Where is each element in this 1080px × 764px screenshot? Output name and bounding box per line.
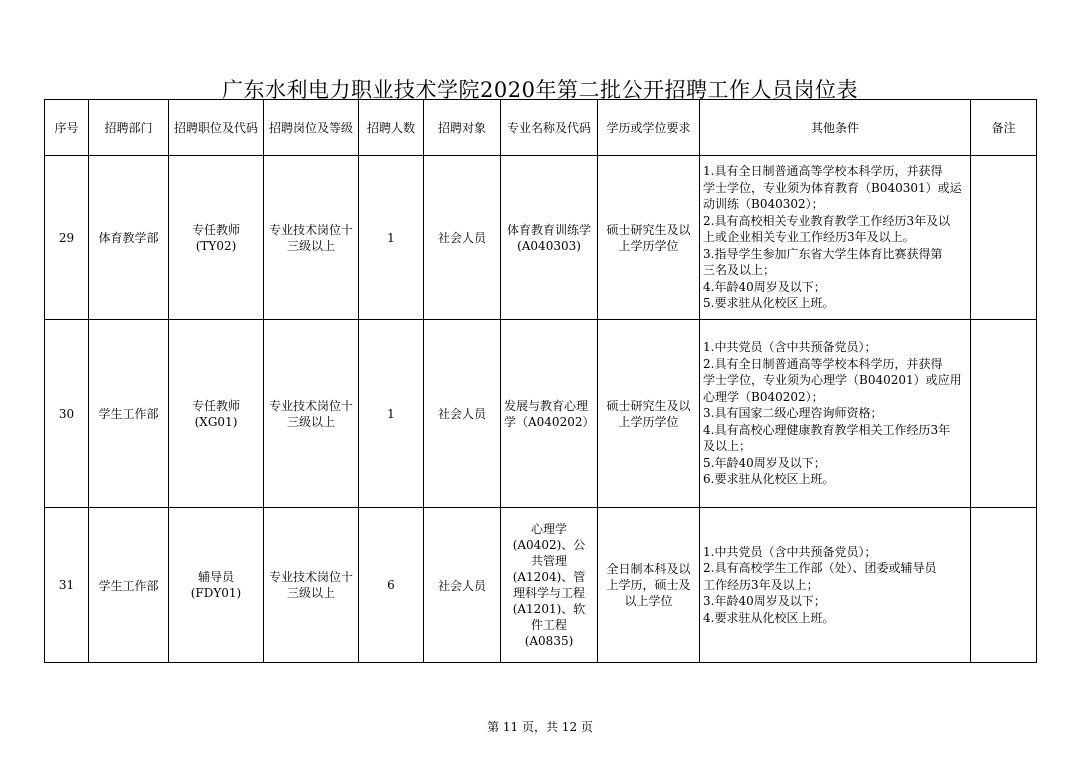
- major-line: 体育教育训练学: [506, 222, 591, 237]
- grade-line: 三级以上: [286, 238, 335, 253]
- condition-line: 4.具有高校心理健康教育教学相关工作经历3年: [703, 422, 951, 437]
- condition-line: 2.具有全日制普通高等学校本科学历，并获得: [703, 356, 943, 371]
- page-title: 广东水利电力职业技术学院2020年第二批公开招聘工作人员岗位表: [222, 78, 858, 102]
- condition-line: 1.具有全日制普通高等学校本科学历，并获得: [703, 164, 943, 179]
- grade-line: 三级以上: [286, 586, 335, 600]
- cell-grade: [264, 320, 359, 508]
- cell-no: 29: [45, 156, 89, 320]
- cell-conditions: [700, 508, 971, 663]
- cell-count: 6: [359, 508, 424, 663]
- condition-line: 5.要求驻从化校区上班。: [703, 296, 835, 311]
- cell-no: 30: [45, 320, 89, 508]
- major-line: 共管理: [530, 554, 567, 568]
- degree-line: 硕士研究生及以: [606, 222, 691, 237]
- recruitment-table: [44, 99, 1037, 663]
- table-row: [45, 320, 1037, 508]
- cell-target: 社会人员: [424, 320, 501, 508]
- major-line: (A1204)、管: [512, 570, 586, 584]
- table-header-row: [45, 100, 1037, 156]
- degree-line: 上学历学位: [618, 238, 679, 253]
- major-line: 心理学: [530, 522, 567, 536]
- header-grade: 招聘岗位及等级: [264, 100, 359, 156]
- condition-line: 2.具有高校学生工作部（处）、团委或辅导员: [703, 561, 937, 576]
- condition-line: 6.要求驻从化校区上班。: [703, 472, 835, 487]
- cell-grade: [264, 508, 359, 663]
- position-code: (TY02): [195, 238, 237, 253]
- grade-line: 专业技术岗位十: [268, 570, 353, 584]
- position-name: 专任教师: [191, 398, 240, 413]
- major-line: (A0835): [524, 634, 574, 648]
- cell-dept: 学生工作部: [89, 508, 169, 663]
- position-name: 辅导员: [197, 570, 234, 584]
- cell-position: [169, 320, 264, 508]
- major-line: 发展与教育心理: [504, 398, 589, 413]
- cell-major: [501, 508, 598, 663]
- condition-line: 3.指导学生参加广东省大学生体育比赛获得第: [703, 246, 943, 261]
- cell-grade: [264, 156, 359, 320]
- grade-line: 专业技术岗位十: [268, 222, 353, 237]
- condition-line: 2.具有高校相关专业教育教学工作经历3年及以: [703, 213, 951, 228]
- condition-line: 及以上；: [703, 439, 752, 454]
- condition-line: 三名及以上；: [703, 263, 776, 278]
- cell-degree: [598, 320, 700, 508]
- header-dept: 招聘部门: [89, 100, 169, 156]
- cell-count: 1: [359, 156, 424, 320]
- degree-line: 全日制本科及以: [606, 562, 691, 576]
- condition-line: 5.年龄40周岁及以下；: [703, 455, 826, 470]
- cell-remark: [971, 508, 1037, 663]
- header-target: 招聘对象: [424, 100, 501, 156]
- header-degree: 学历或学位要求: [598, 100, 700, 156]
- condition-line: 学士学位，专业须为体育教育（B040301）或运: [703, 180, 962, 195]
- cell-remark: [971, 320, 1037, 508]
- condition-line: 1.中共党员（含中共预备党员）；: [703, 340, 877, 355]
- grade-line: 三级以上: [286, 414, 335, 429]
- position-code: (FDY01): [190, 586, 242, 600]
- condition-line: 4.要求驻从化校区上班。: [703, 610, 835, 625]
- condition-line: 4.年龄40周岁及以下；: [703, 279, 826, 294]
- major-line: (A1201)、软: [512, 602, 586, 616]
- header-no: 序号: [45, 100, 89, 156]
- major-line: 件工程: [530, 618, 567, 632]
- condition-line: 3.具有国家二级心理咨询师资格；: [703, 406, 883, 421]
- cell-target: 社会人员: [424, 508, 501, 663]
- page-footer: 第 11 页，共 12 页: [487, 720, 593, 734]
- major-line: (A0402)、公: [512, 538, 586, 552]
- degree-line: 以上学位: [624, 594, 673, 608]
- cell-major: [501, 320, 598, 508]
- header-major: 专业名称及代码: [501, 100, 598, 156]
- header-remark: 备注: [971, 100, 1037, 156]
- cell-target: 社会人员: [424, 156, 501, 320]
- position-code: (XG01): [194, 414, 238, 429]
- condition-line: 上或企业相关专业工作经历3年及以上。: [703, 230, 915, 245]
- major-line: 学（A040202）: [504, 414, 595, 429]
- major-line: 理科学与工程: [512, 586, 585, 600]
- table-row: [45, 508, 1037, 663]
- cell-conditions: [700, 320, 971, 508]
- table-row: [45, 156, 1037, 320]
- condition-line: 工作经历3年及以上；: [703, 577, 819, 592]
- cell-no: 31: [45, 508, 89, 663]
- condition-line: 心理学（B040202）；: [703, 389, 824, 404]
- condition-line: 3.年龄40周岁及以下；: [703, 594, 826, 609]
- cell-remark: [971, 156, 1037, 320]
- cell-position: [169, 508, 264, 663]
- degree-line: 硕士研究生及以: [606, 398, 691, 413]
- cell-dept: 学生工作部: [89, 320, 169, 508]
- degree-line: 上学历，硕士及: [606, 578, 691, 592]
- condition-line: 1.中共党员（含中共预备党员）；: [703, 544, 877, 559]
- condition-line: 学士学位，专业须为心理学（B040201）或应用: [703, 373, 962, 388]
- cell-conditions: [700, 156, 971, 320]
- grade-line: 专业技术岗位十: [268, 398, 353, 413]
- cell-count: 1: [359, 320, 424, 508]
- header-position: 招聘职位及代码: [169, 100, 264, 156]
- condition-line: 动训练（B040302）；: [703, 197, 824, 212]
- cell-degree: [598, 508, 700, 663]
- cell-major: [501, 156, 598, 320]
- cell-degree: [598, 156, 700, 320]
- header-conditions: 其他条件: [700, 100, 971, 156]
- position-name: 专任教师: [191, 222, 240, 237]
- degree-line: 上学历学位: [618, 414, 679, 429]
- header-count: 招聘人数: [359, 100, 424, 156]
- cell-dept: 体育教学部: [89, 156, 169, 320]
- cell-position: [169, 156, 264, 320]
- major-line: (A040303): [517, 238, 581, 253]
